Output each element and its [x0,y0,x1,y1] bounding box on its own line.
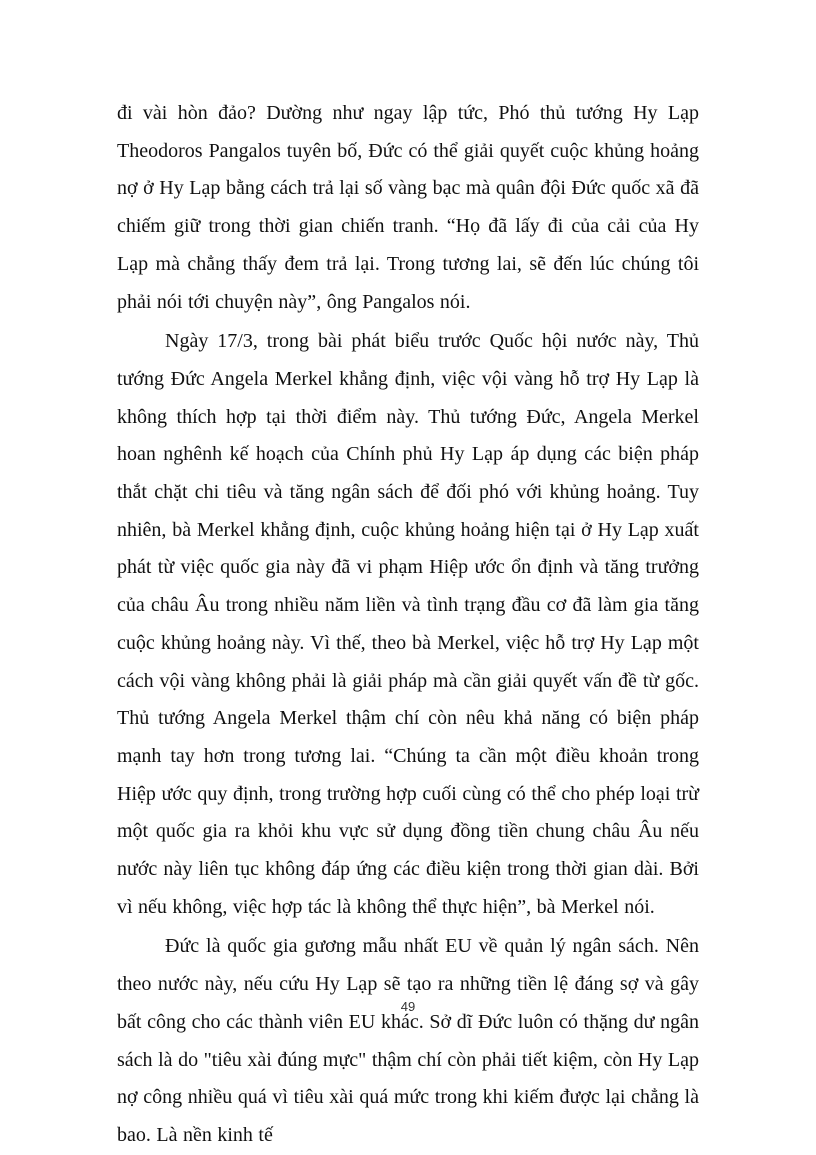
paragraph-continuation: đi vài hòn đảo? Dường như ngay lập tức, Phó thủ tướng Hy Lạp Theodoros Pangalos tuyên bố, Đức có thể giải quyết cuộc khủng hoảng nợ ở Hy Lạp bằng cách trả lại số vàng bạc mà quân đội Đức quốc xã đã chiếm giữ trong thời gian chiến tranh. “Họ đã lấy đi của cải của Hy Lạp mà chẳng thấy đem trả lại. Trong tương lai, sẽ đến lúc chúng tôi phải nói tới chuyện này”, ông Pangalos nói. [117,102,699,313]
page-body [117,95,699,1155]
page-number: 49 [400,999,416,1014]
paragraph-germany-budget: Đức là quốc gia gương mẫu nhất EU về quản lý ngân sách. Nên theo nước này, nếu cứu Hy Lạp sẽ tạo ra những tiền lệ đáng sợ và gây bất công cho các thành viên EU khác. Sở dĩ Đức luôn có thặng dư ngân sách là do "tiêu xài đúng mực" thậm chí còn phải tiết kiệm, còn Hy Lạp nợ công nhiều quá vì tiêu xài quá mức trong khi kiếm được lại chẳng là bao. Là nền kinh tế [117,935,699,1146]
paragraph-merkel-speech: Ngày 17/3, trong bài phát biểu trước Quốc hội nước này, Thủ tướng Đức Angela Merkel khẳng định, việc vội vàng hỗ trợ Hy Lạp là không thích hợp tại thời điểm này. Thủ tướng Đức, Angela Merkel hoan nghênh kế hoạch của Chính phủ Hy Lạp áp dụng các biện pháp thắt chặt chi tiêu và tăng ngân sách để đối phó với khủng hoảng. Tuy nhiên, bà Merkel khẳng định, cuộc khủng hoảng hiện tại ở Hy Lạp xuất phát từ việc quốc gia này đã vi phạm Hiệp ước ổn định và tăng trưởng của châu Âu trong nhiều năm liền và tình trạng đầu cơ đã làm gia tăng cuộc khủng hoảng này. Vì thế, theo bà Merkel, việc hỗ trợ Hy Lạp một cách vội vàng không phải là giải pháp mà cần giải quyết vấn đề từ gốc. Thủ tướng Angela Merkel thậm chí còn nêu khả năng có biện pháp mạnh tay hơn trong tương lai. “Chúng ta cần một điều khoản trong Hiệp ước quy định, trong trường hợp cuối cùng có thể cho phép loại trừ một quốc gia ra khỏi khu vực sử dụng đồng tiền chung châu Âu nếu nước này liên tục không đáp ứng các điều kiện trong thời gian dài. Bởi vì nếu không, việc hợp tác là không thể thực hiện”, bà Merkel nói. [117,330,699,918]
